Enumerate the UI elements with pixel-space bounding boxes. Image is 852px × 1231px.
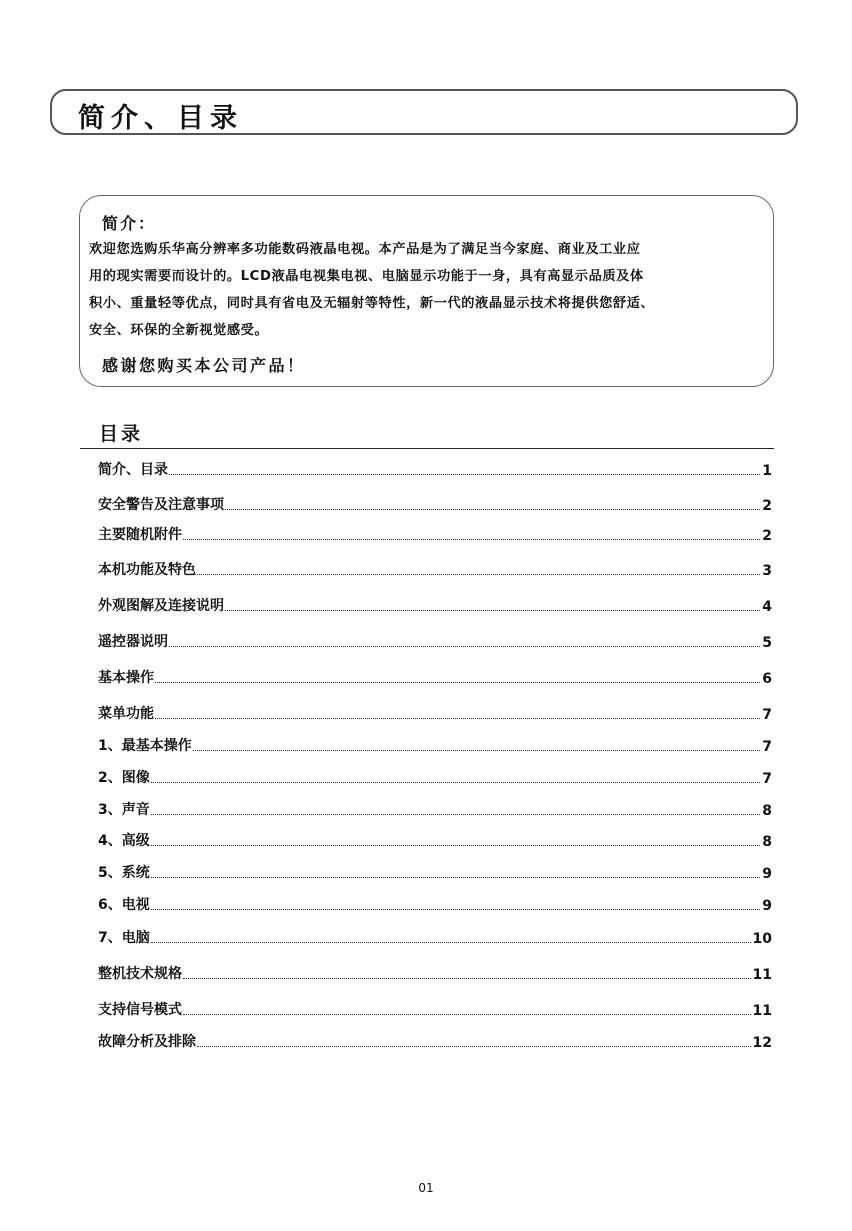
toc-entry-title: 遥控器说明 (98, 634, 168, 650)
toc-leader-dots (151, 814, 761, 815)
toc-entry[interactable] (98, 830, 772, 850)
toc-entry-title: 2、图像 (98, 770, 150, 786)
toc-entry[interactable] (98, 735, 772, 755)
toc-leader-dots (183, 978, 751, 979)
toc-leader-dots (183, 1014, 751, 1015)
toc-leader-dots (151, 942, 751, 943)
toc-entry-title: 7、电脑 (98, 930, 150, 946)
toc-entry[interactable] (98, 524, 772, 544)
toc-entry-title: 整机技术规格 (98, 966, 182, 982)
toc-entry-title: 6、电视 (98, 897, 150, 913)
toc-entry[interactable] (98, 862, 772, 882)
toc-entry-title: 故障分析及排除 (98, 1034, 196, 1050)
toc-entry-page: 10 (752, 931, 772, 947)
toc-entry-title: 主要随机附件 (98, 527, 182, 543)
toc-entry[interactable] (98, 631, 772, 651)
toc-leader-dots (193, 750, 761, 751)
toc-entry-title: 1、最基本操作 (98, 738, 192, 754)
toc-entry[interactable] (98, 595, 772, 615)
toc-leader-dots (197, 574, 760, 575)
toc-entry-title: 简介、目录 (98, 462, 168, 478)
toc-leader-dots (151, 909, 761, 910)
toc-heading: 目录 (99, 423, 144, 445)
toc-entry-page: 2 (762, 528, 772, 544)
toc-entry[interactable] (98, 667, 772, 687)
toc-entry-page: 8 (762, 803, 772, 819)
toc-entry-page: 7 (762, 771, 772, 787)
toc-leader-dots (151, 845, 761, 846)
toc-entry[interactable] (98, 703, 772, 723)
toc-entry-page: 3 (762, 563, 772, 579)
toc-entry-page: 2 (762, 498, 772, 514)
intro-line: 欢迎您选购乐华高分辨率多功能数码液晶电视。本产品是为了满足当今家庭、商业及工业应 (89, 242, 641, 257)
toc-leader-dots (169, 646, 760, 647)
toc-entry-page: 5 (762, 635, 772, 651)
toc-entry-title: 3、声音 (98, 802, 150, 818)
toc-entry-page: 9 (762, 898, 772, 914)
toc-entry-title: 菜单功能 (98, 706, 154, 722)
toc-leader-dots (151, 877, 761, 878)
toc-entry-page: 11 (752, 1003, 772, 1019)
section-header (50, 89, 798, 135)
toc-entry-title: 基本操作 (98, 670, 154, 686)
toc-entry-page: 12 (752, 1035, 772, 1051)
page-number: 01 (418, 1181, 434, 1195)
intro-line: 积小、重量轻等优点，同时具有省电及无辐射等特性，新一代的液晶显示技术将提供您舒适、 (89, 296, 655, 311)
intro-line: 安全、环保的全新视觉感受。 (89, 323, 269, 338)
toc-leader-dots (225, 509, 760, 510)
toc-entry-title: 4、高级 (98, 833, 150, 849)
intro-box (79, 195, 774, 387)
toc-divider (80, 448, 774, 449)
toc-entry-page: 4 (762, 599, 772, 615)
toc-entry-page: 9 (762, 866, 772, 882)
toc-leader-dots (155, 682, 760, 683)
toc-entry-title: 支持信号模式 (98, 1002, 182, 1018)
toc-leader-dots (183, 539, 760, 540)
toc-entry-title: 外观图解及连接说明 (98, 598, 224, 614)
toc-entry-page: 11 (752, 967, 772, 983)
toc-entry[interactable] (98, 894, 772, 914)
toc-leader-dots (151, 782, 761, 783)
intro-line: 用的现实需要而设计的。LCD液晶电视集电视、电脑显示功能于一身，具有高显示品质及体 (89, 269, 644, 284)
toc-leader-dots (225, 610, 760, 611)
toc-entry[interactable] (98, 767, 772, 787)
toc-leader-dots (155, 718, 760, 719)
toc-entry[interactable] (98, 459, 772, 479)
toc-entry-title: 安全警告及注意事项 (98, 497, 224, 513)
toc-entry[interactable] (98, 1031, 772, 1051)
page-title: 简介、目录 (78, 103, 243, 134)
toc-entry-page: 1 (762, 463, 772, 479)
toc-entry[interactable] (98, 963, 772, 983)
toc-entry-title: 5、系统 (98, 865, 150, 881)
intro-thanks: 感谢您购买本公司产品！ (102, 356, 306, 375)
toc-entry[interactable] (98, 494, 772, 514)
toc-entry-page: 8 (762, 834, 772, 850)
toc-entry[interactable] (98, 999, 772, 1019)
toc-entry-page: 7 (762, 739, 772, 755)
toc-entry[interactable] (98, 927, 772, 947)
toc-entry-page: 6 (762, 671, 772, 687)
toc-entry[interactable] (98, 559, 772, 579)
toc-entry-title: 本机功能及特色 (98, 562, 196, 578)
intro-heading: 简介： (102, 214, 157, 233)
toc-leader-dots (169, 474, 760, 475)
toc-entry[interactable] (98, 799, 772, 819)
toc-entry-page: 7 (762, 707, 772, 723)
toc-leader-dots (197, 1046, 751, 1047)
intro-paragraph (89, 236, 769, 344)
